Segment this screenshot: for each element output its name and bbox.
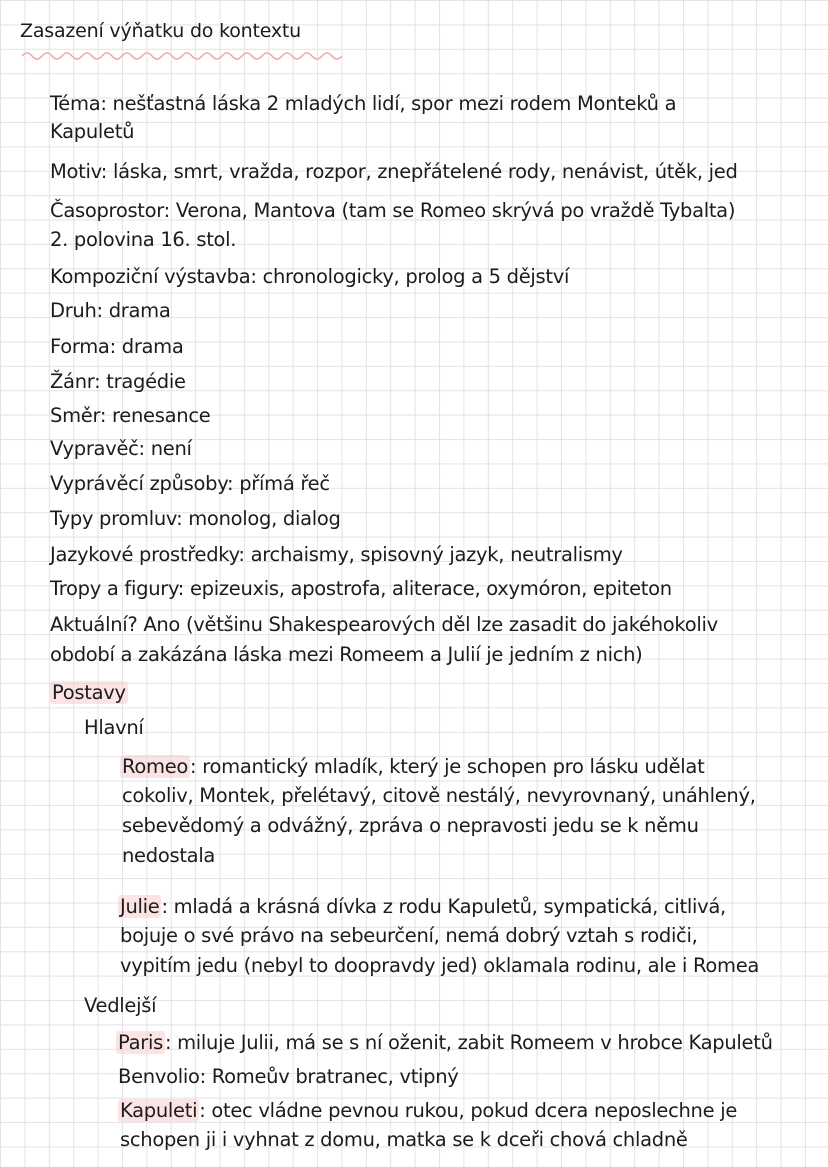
benvolio-desc: : Romeův bratranec, vtipný <box>199 1065 459 1088</box>
benvolio-name: Benvolio <box>118 1065 200 1088</box>
casoprostor-line-2: 2. polovina 16. stol. <box>50 228 237 251</box>
kapuleti-name: Kapuleti <box>120 1099 198 1122</box>
postavy-heading <box>52 681 128 704</box>
kapuleti-desc: : otec vládne pevnou rukou, pokud dcera neposlechne je <box>199 1099 738 1122</box>
kapuleti-line-1 <box>120 1099 737 1122</box>
casoprostor-line-1: Časoprostor: Verona, Mantova (tam se Romeo skrývá po vraždě Tybalta) <box>50 199 736 222</box>
title-underline-squiggle <box>20 48 350 62</box>
romeo-line-2: cokoliv, Montek, přelétavý, citově nestálý, nevyrovnaný, unáhlený, <box>122 784 756 807</box>
julie-name: Julie <box>120 895 160 918</box>
prostredky-line: Jazykové prostředky: archaismy, spisovný jazyk, neutralismy <box>50 543 623 566</box>
vedlejsi-heading: Vedlejší <box>84 994 157 1017</box>
julie-line-3: vypitím jedu (nebyl to doopravdy jed) oklamala rodinu, ale i Romea <box>120 954 760 977</box>
julie-line-1 <box>120 895 726 918</box>
vypravec-line: Vypravěč: není <box>50 437 192 460</box>
hlavni-heading: Hlavní <box>84 716 144 739</box>
julie-desc: : mladá a krásná dívka z rodu Kapuletů, sympatická, citlivá, <box>161 895 726 918</box>
page-title: Zasazení výňatku do kontextu <box>20 20 302 42</box>
squiggle-path <box>22 53 342 59</box>
paris-desc: : miluje Julii, má se s ní oženit, zabit Romeem v hrobce Kapuletů <box>164 1031 773 1054</box>
zpusoby-line: Vyprávěcí způsoby: přímá řeč <box>50 472 330 495</box>
aktualni-line-1: Aktuální? Ano (většinu Shakespearových děl lze zasadit do jakéhokoliv <box>50 613 718 636</box>
tema-line-1: Téma: nešťastná láska 2 mladých lidí, spor mezi rodem Monteků a <box>50 92 677 115</box>
druh-line: Druh: drama <box>50 299 171 322</box>
romeo-line-4: nedostala <box>122 844 216 867</box>
postavy-label: Postavy <box>52 681 126 704</box>
kapuleti-line-2: schopen ji i vyhnat z domu, matka se k dceři chová chladně <box>120 1128 688 1151</box>
julie-line-2: bojuje o své právo na sebeurčení, nemá dobrý vztah s rodiči, <box>120 924 698 947</box>
smer-line: Směr: renesance <box>50 404 211 427</box>
promluvy-line: Typy promluv: monolog, dialog <box>50 507 341 530</box>
romeo-line-3: sebevědomý a odvážný, zpráva o nepravosti jedu se k němu <box>122 814 699 837</box>
kompozice-line: Kompoziční výstavba: chronologicky, prolog a 5 dějství <box>50 265 570 288</box>
paris-line <box>118 1031 773 1054</box>
tema-line-2: Kapuletů <box>50 120 135 143</box>
forma-line: Forma: drama <box>50 335 184 358</box>
motiv-line: Motiv: láska, smrt, vražda, rozpor, znepřátelené rody, nenávist, útěk, jed <box>50 160 738 183</box>
romeo-desc: : romantický mladík, který je schopen pro lásku udělat <box>190 755 705 778</box>
paris-name: Paris <box>118 1031 163 1054</box>
tropy-line: Tropy a figury: epizeuxis, apostrofa, aliterace, oxymóron, epiteton <box>50 577 672 600</box>
zanr-line: Žánr: tragédie <box>50 370 186 393</box>
romeo-line-1 <box>122 755 704 778</box>
benvolio-line <box>118 1065 459 1088</box>
romeo-name: Romeo <box>122 755 189 778</box>
aktualni-line-2: období a zakázána láska mezi Romeem a Julií je jedním z nich) <box>50 643 643 666</box>
